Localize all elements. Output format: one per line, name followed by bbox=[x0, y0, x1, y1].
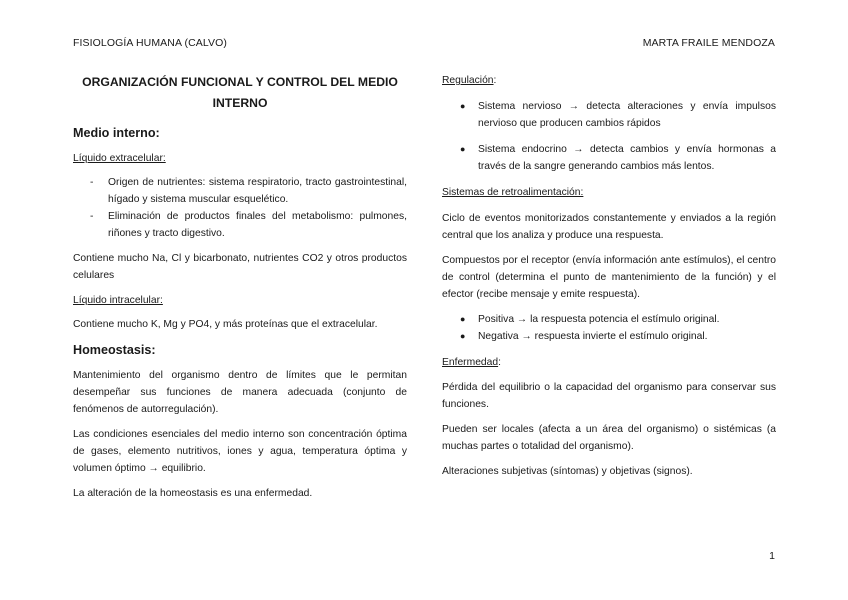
retroalimentacion-label: Sistemas de retroalimentación: bbox=[442, 187, 584, 198]
bullet-icon: ● bbox=[460, 314, 466, 324]
intracelular-paragraph: Contiene mucho K, Mg y PO4, y más proteínas que el extracelular. bbox=[73, 319, 378, 330]
regulacion-label: Regulación bbox=[442, 75, 494, 86]
document-title-line-1: ORGANIZACIÓN FUNCIONAL Y CONTROL DEL MEDIO bbox=[82, 75, 398, 89]
page-number: 1 bbox=[769, 550, 775, 562]
dash-bullet-icon: - bbox=[90, 211, 94, 222]
enfermedad-paragraph-2: Pueden ser locales (afecta a un área del organismo) o sistémicas (a muchas partes o totalidad del organismo). bbox=[442, 424, 776, 452]
enfermedad-heading: Enfermedad: bbox=[442, 357, 501, 368]
homeostasis-paragraph-1: Mantenimiento del organismo dentro de límites que le permitan desempeñar sus funciones de manera adecuada (conjunto de fenómenos de autorregulación). bbox=[73, 370, 407, 415]
running-header-right: MARTA FRAILE MENDOZA bbox=[642, 37, 775, 49]
bullet-icon: ● bbox=[460, 144, 466, 154]
list-item: - Origen de nutrientes: sistema respiratorio, tracto gastrointestinal, hígado y sistema muscular esquelético. bbox=[73, 174, 407, 208]
liquido-intracelular-label: Líquido intracelular: bbox=[73, 295, 163, 306]
list-item: ● Sistema nervioso → detecta alteraciones y envía impulsos nervioso que producen cambios rápidos bbox=[442, 98, 776, 132]
regulacion-heading: Regulación: bbox=[442, 75, 497, 86]
list-item: ● Sistema endocrino → detecta cambios y envía hormonas a través de la sangre generando cambios más lentos. bbox=[442, 141, 776, 175]
enfermedad-paragraph-3: Alteraciones subjetivas (síntomas) y objetivas (signos). bbox=[442, 466, 693, 477]
document-title bbox=[73, 72, 407, 114]
homeostasis-paragraph-2: Las condiciones esenciales del medio interno son concentración óptima de gases, elemento nutritivos, iones y agua, temperatura óptima y volumen óptimo → equilibrio. bbox=[73, 429, 407, 474]
extracelular-paragraph: Contiene mucho Na, Cl y bicarbonato, nutrientes CO2 y otros productos celulares bbox=[73, 253, 407, 281]
bullet-icon: ● bbox=[460, 331, 466, 341]
list-item: - Eliminación de productos finales del metabolismo: pulmones, riñones y tracto digestivo. bbox=[73, 208, 407, 242]
retroalimentacion-paragraph-2: Compuestos por el receptor (envía información ante estímulos), el centro de control (determina el punto de mantenimiento de la función) y el efector (recibe mensaje y emite respuesta). bbox=[442, 255, 776, 300]
right-column bbox=[442, 72, 776, 488]
running-header-left: FISIOLOGÍA HUMANA (CALVO) bbox=[73, 37, 228, 49]
extracelular-list bbox=[73, 174, 407, 242]
left-column bbox=[73, 72, 407, 510]
medio-interno-heading: Medio interno: bbox=[73, 126, 160, 140]
bullet-icon: ● bbox=[460, 101, 466, 111]
homeostasis-paragraph-3: La alteración de la homeostasis es una enfermedad. bbox=[73, 488, 313, 499]
liquido-extracelular-label: Líquido extracelular: bbox=[73, 153, 166, 164]
enfermedad-paragraph-1: Pérdida del equilibrio o la capacidad del organismo para conservar sus funciones. bbox=[442, 382, 776, 410]
homeostasis-heading: Homeostasis: bbox=[73, 343, 156, 357]
regulacion-list bbox=[442, 98, 776, 175]
dash-bullet-icon: - bbox=[90, 177, 94, 188]
retroalimentacion-list bbox=[442, 311, 776, 345]
list-item: ● Negativa → respuesta invierte el estímulo original. bbox=[442, 328, 776, 345]
document-title-line-2: INTERNO bbox=[212, 96, 268, 110]
retroalimentacion-paragraph-1: Ciclo de eventos monitorizados constantemente y enviados a la región central que los analiza y produce una respuesta. bbox=[442, 213, 776, 241]
enfermedad-label: Enfermedad bbox=[442, 357, 499, 368]
list-item: ● Positiva → la respuesta potencia el estímulo original. bbox=[442, 311, 776, 328]
